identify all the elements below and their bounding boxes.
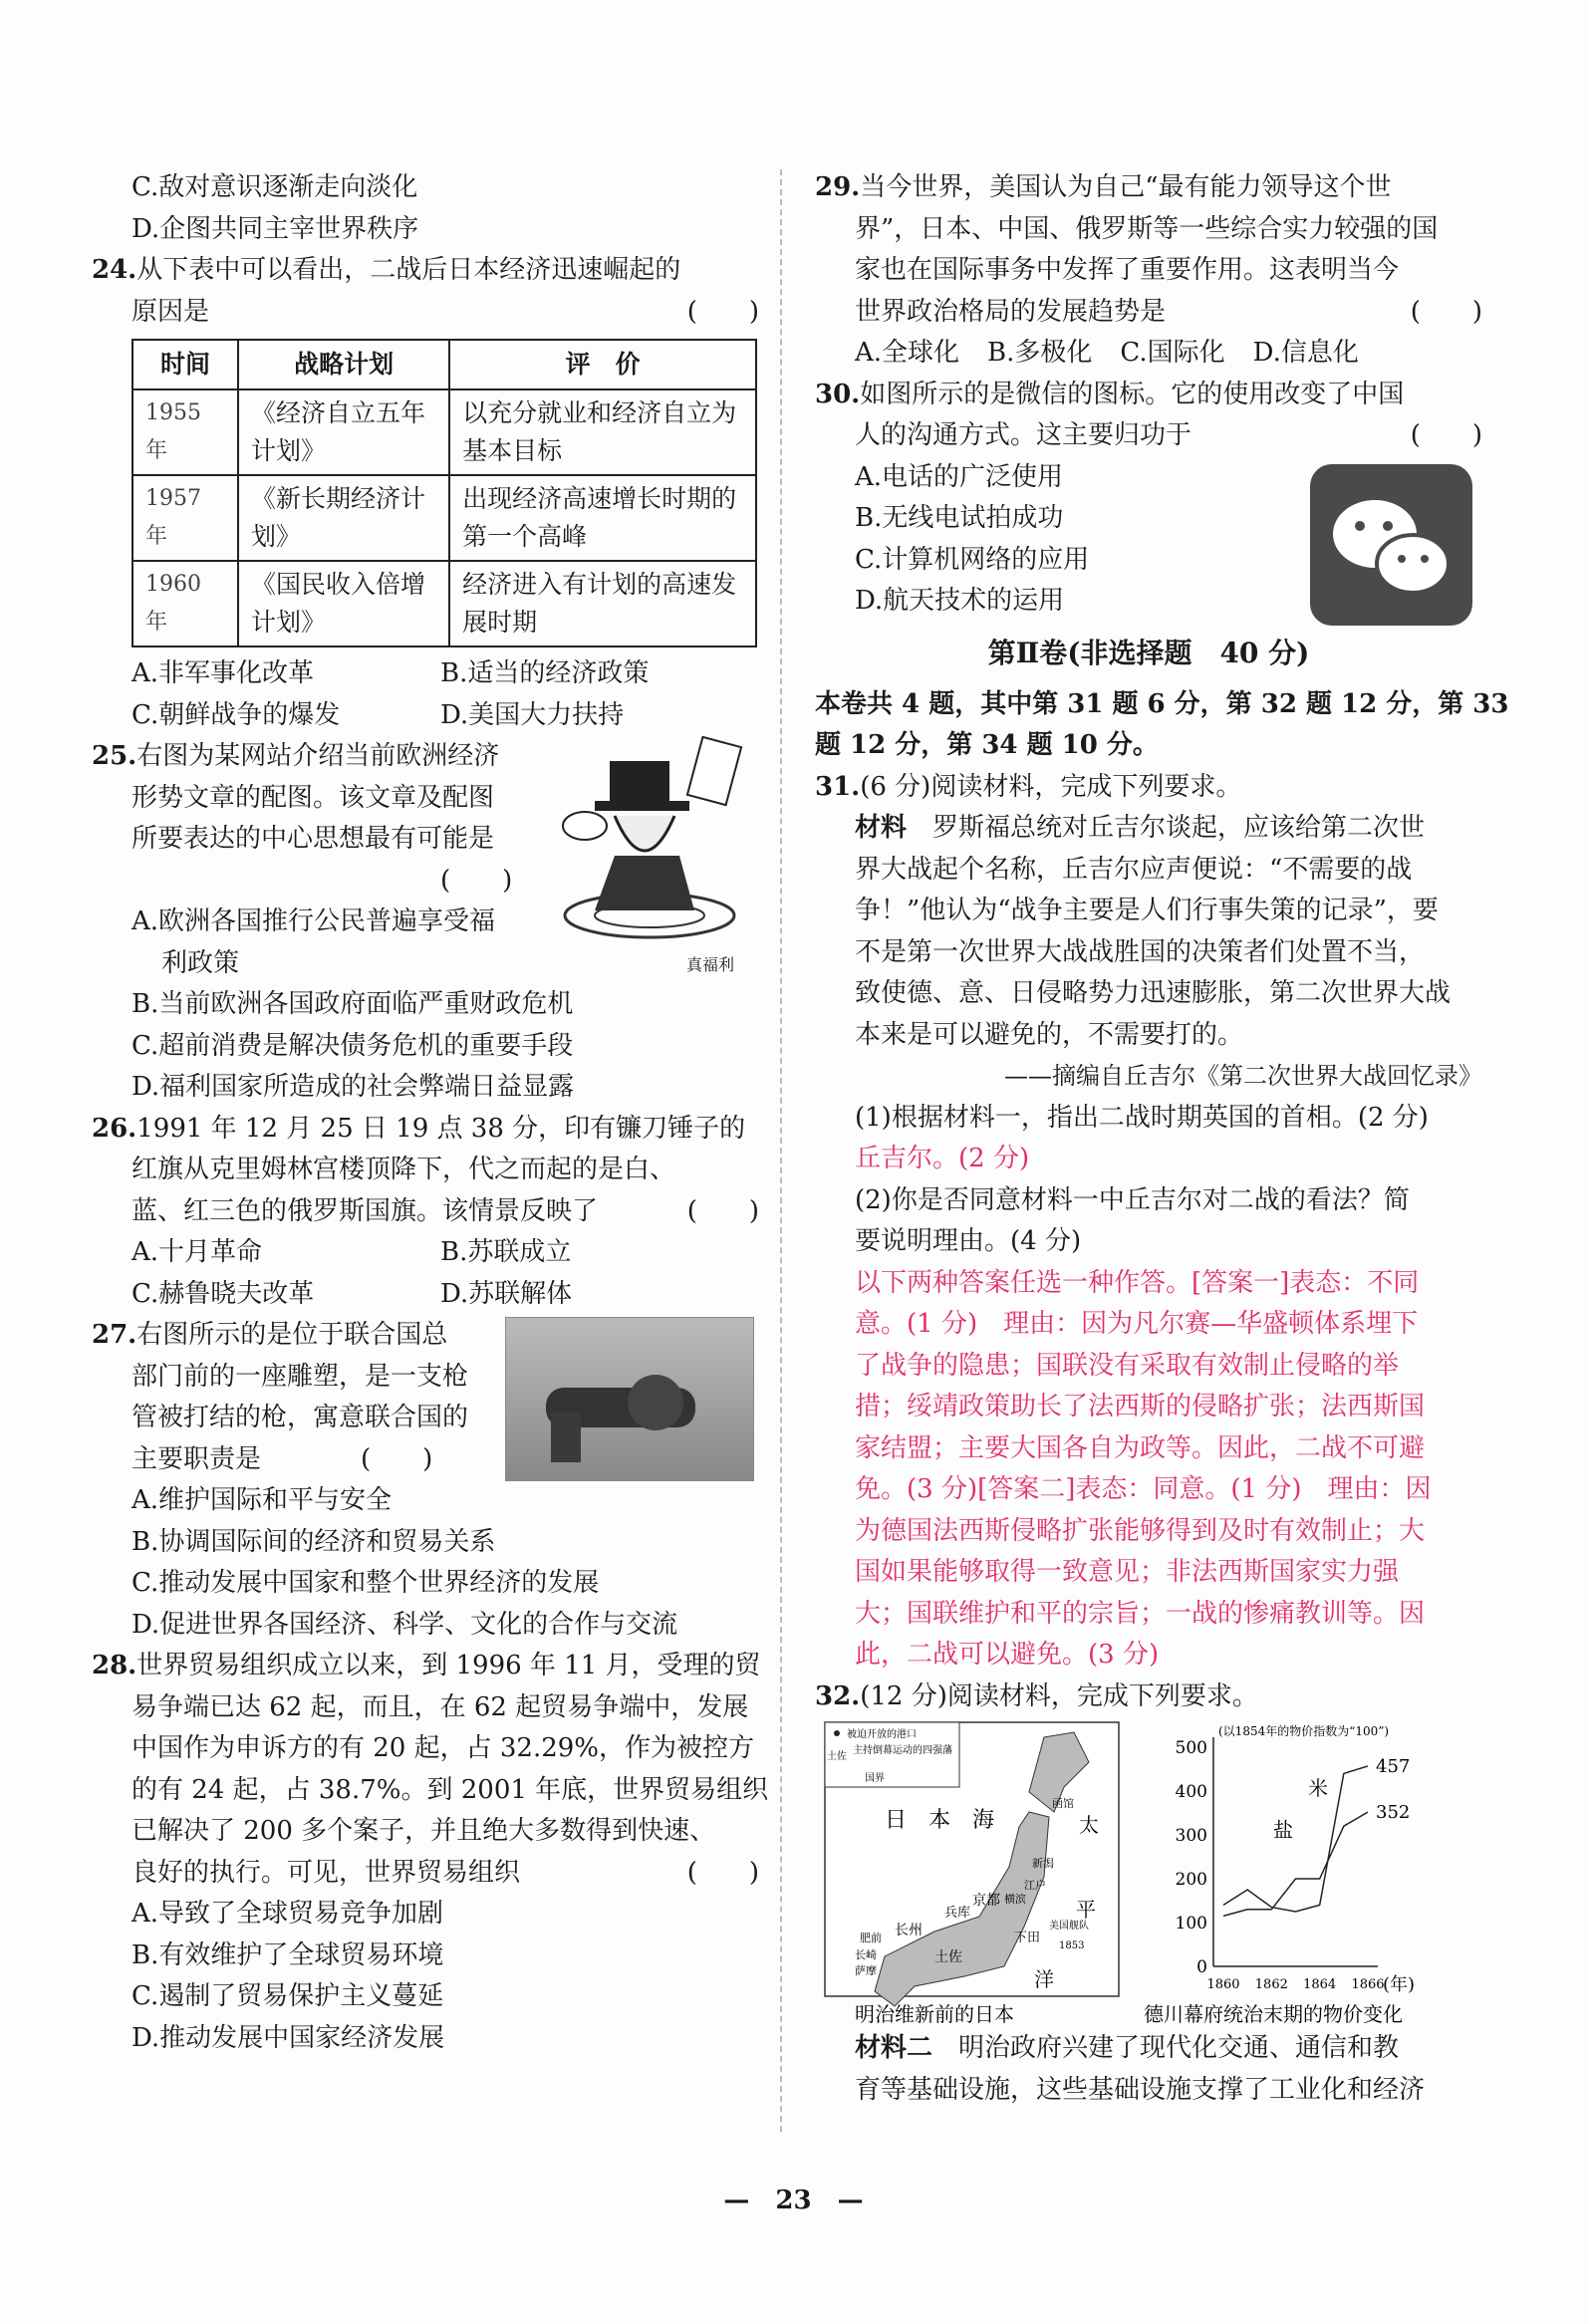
header: 战略计划 (238, 340, 449, 389)
option-b: B.当前欧洲各国政府面临严重财政危机 (132, 989, 574, 1019)
y-tick-label: 400 (1175, 1782, 1207, 1802)
price-chart (1176, 1723, 1416, 1995)
options-cd: C.朝鲜战争的爆发 D.美国大力扶持 (132, 699, 625, 730)
table-row: 1960 年 《国民收入倍增计划》 经济进入有计划的高速发展时期 (132, 561, 756, 646)
section-title: 第Ⅱ卷(非选择题 40 分) (987, 636, 1310, 669)
map-label: 日 本 海 (885, 1808, 995, 1833)
y-tick-label: 100 (1175, 1914, 1207, 1934)
wechat-icon (1310, 464, 1472, 626)
svg-text:太: 太 (1079, 1813, 1099, 1837)
q27: 27.右图所示的是位于联合国总 部门前的一座雕塑，是一支枪 管被打结的枪，寓意联合国的 主要职责是 ( ) A.维护国际和平与安全 B.协调国际间的经济和贸易关系 C.推动发展中国家和整个世界经济的发展 D.促进世界各国经济、科学、文化的合作与交流 (92, 1315, 759, 1646)
svg-text:长州: 长州 (895, 1923, 923, 1938)
svg-text:长崎: 长崎 (855, 1948, 877, 1961)
map-caption: 明治维新前的日本 (855, 2002, 1014, 2026)
q32-figures (815, 1717, 1482, 2028)
svg-text:美国舰队: 美国舰队 (1049, 1921, 1089, 1932)
cartoon-figure (555, 736, 749, 973)
series-label: 盐 (1273, 1818, 1293, 1842)
column-divider (780, 169, 782, 2132)
x-tick-label: 1862 (1254, 1977, 1288, 1992)
svg-text:江户: 江户 (1024, 1879, 1046, 1892)
series-line-米 (1223, 1766, 1368, 1912)
japan-map (825, 1722, 1119, 2006)
svg-text:1853: 1853 (1059, 1940, 1085, 1951)
options-ab: A.非军事化改革 B.适当的经济政策 (132, 658, 650, 688)
x-tick-label: 1866 (1351, 1977, 1385, 1992)
q25: 真福利 25.右图为某网站介绍当前欧洲经济 形势文章的配图。该文章及配图 所要表达的中心思想最有可能是 ( ) A.欧洲各国推行公民普遍享受福 利政策 B.当前欧洲各国政府面临严重财政危机 C.超前消费是解决债务危机的重要手段 D.福利国家所造成的社会弊端日益显露 (92, 736, 759, 1109)
page-number: — 23 — (723, 2186, 864, 2215)
cartoon-caption: 真福利 (685, 955, 734, 974)
svg-text:肥前: 肥前 (860, 1932, 882, 1944)
svg-text:萨摩: 萨摩 (855, 1964, 877, 1977)
svg-text:土佐: 土佐 (934, 1949, 962, 1965)
chart-note: (以1854年的物价指数为“100”) (1218, 1724, 1390, 1738)
y-tick-label: 300 (1175, 1826, 1207, 1846)
option-c: C.敌对意识逐渐走向淡化 (132, 172, 418, 202)
svg-text:新潟: 新潟 (1032, 1857, 1054, 1870)
chart-title: 德川幕府统治末期的物价变化 (1144, 2002, 1403, 2026)
svg-text:兵库: 兵库 (944, 1906, 971, 1921)
header: 时间 (132, 340, 238, 389)
svg-text:横滨: 横滨 (1004, 1893, 1026, 1906)
svg-text:平: 平 (1076, 1898, 1096, 1922)
answer-text: 丘吉尔。(2 分) (855, 1144, 1030, 1173)
data-label: 352 (1376, 1802, 1411, 1824)
right-column: 29.当今世界，美国认为自己“最有能力领导这个世 界”，日本、中国、俄罗斯等一些综合实力较强的国 家也在国际事务中发挥了重要作用。这表明当今 世界政治格局的发展趋势是 ( ) A.全球化 B.多极化 C.国际化 D.信息化 30.如图所示的是微信的图标。它的使用改变了中国 人的沟通方式。这主要归功于 ( ) A.电话的广泛使用 B.无线电试拍成功 C.计算机网络的应用 D.航天技术的运用 第Ⅱ卷(非选择题 40 分) 本卷共 4 题，其中第 31 题 6 分，第 32 题 12 分，第 33 题 12 分，第 34 题 10 分。 31.(6 分)阅读材料，完成下列要求。 材料 罗斯福总统对丘吉尔谈起，应该给第二次世 界大战起个名称，丘吉尔应声便说：“不需要的战 争！”他认为“战争主要是人们行事失策的记录”，要 不是第一次世界大战战胜国的决策者们处置不当， 致使德、意、日侵略势力迅速膨胀，第二次世界大战 本来是可以避免的，不需要打的。 ——摘编自丘吉尔《第二次世界大战回忆录》 (1)根据材料一，指出二战时期英国的首相。(2 分) 丘吉尔。(2 分) (2)你是否同意材料一中丘吉尔对二战的看法？简 要说明理由。(4 分) 以下两种答案任选一种作答。[答案一]表态：不同 意。(1 分) 理由：因为凡尔赛—华盛顿体系埋下 了战争的隐患；国联没有采取有效制止侵略的举 措；绥靖政策助长了法西斯的侵略扩张；法西斯国 家结盟；主要大国各自为政等。因此，二战不可避 免。(3 分)[答案二]表态：同意。(1 分) 理由：因 为德国法西斯侵略扩张能够得到及时有效制止；大 国如果能够取得一致意见；非法西斯国家实力强 大；国联维护和平的宗旨；一战的惨痛教训等。因 此，二战可以避免。(3 分) 32.(12 分)阅读材料，完成下列要求。 日 本 海 太 平 洋 函馆 新潟 江户 京都 横滨 兵库 长州 土佐 下田 肥前 长崎 萨摩 美国舰队 1853 被迫开放的港口 土佐 主持倒幕运动的四强藩 国界 明治维新前的日本 0 100 200 300 400 500 1860 1862 1864 1866 (年) (以1854年的物价指数为“100”) 米 457 盐 352 德川幕府统治末期的物价变化 材料二 明治政府兴建了现代化交通、通信和教 育等基础设施，这些基础设施支撑了工业化和经济 (815, 172, 1509, 2105)
answer-text: 以下两种答案任选一种作答。[答案一]表态：不同 (855, 1267, 1420, 1298)
svg-text:土佐: 土佐 (827, 1751, 847, 1762)
svg-text:下田: 下田 (1014, 1931, 1041, 1945)
table-row: 1955 年 《经济自立五年计划》 以充分就业和经济自立为基本目标 (132, 389, 756, 475)
svg-text:京都: 京都 (972, 1893, 1000, 1909)
option-d: D.福利国家所造成的社会弊端日益显露 (132, 1072, 575, 1102)
y-tick-label: 200 (1175, 1870, 1207, 1890)
y-tick-label: 0 (1196, 1957, 1207, 1977)
option-a: A.欧洲各国推行公民普遍享受福 (132, 906, 496, 936)
svg-text:主持倒幕运动的四强藩: 主持倒幕运动的四强藩 (853, 1745, 952, 1756)
series-label: 米 (1308, 1776, 1328, 1800)
option-c: C.超前消费是解决债务危机的重要手段 (132, 1030, 574, 1061)
left-column: C.敌对意识逐渐走向淡化 D.企图共同主宰世界秩序 24.从下表中可以看出，二战后日本经济迅速崛起的 原因是 ( ) 时间 战略计划 评 价 1955 年 《经济自立五年计划》 以充分就业和经济自立为基本目标 1957 年 《新长期经济计划》 出现经济高速增长时期的第一个高峰 1960 年 《国民收入倍增计划》 经济进入有计划的高速发展时期 A.非军事化改革 B.适当的经济政策 C.朝鲜战争的爆发 D.美国大力扶持 真福利 25.右图为某网站介绍当前欧洲经济 形势文章的配图。该文章及配图 所要表达的中心思想最有可能是 ( ) A.欧洲各国推行公民普遍享受福 利政策 B.当前欧洲各国政府面临严重财政危机 C.超前消费是解决债务危机的重要手段 D.福利国家所造成的社会弊端日益显露 26.1991 年 12 月 25 日 19 点 38 分，印有镰刀锤子的 红旗从克里姆林宫楼顶降下，代之而起的是白、 蓝、红三色的俄罗斯国旗。该情景反映了 ( ) A.十月革命 B.苏联成立 C.赫鲁晓夫改革 D.苏联解体 27.右图所示的是位于联合国总 部门前的一座雕塑，是一支枪 管被打结的枪，寓意联合国的 主要职责是 ( ) A.维护国际和平与安全 B.协调国际间的经济和贸易关系 C.推动发展中国家和整个世界经济的发展 D.促进世界各国经济、科学、文化的合作与交流 28.世界贸易组织成立以来，到 1996 年 11 月，受理的贸 易争端已达 62 起，而且，在 62 起贸易争端中，发展 中国作为申诉方的有 20 起，占 32.29%，作为被控方 的有 24 起，占 38.7%。到 2001 年底，世界贸易组织 已解决了 200 多个案子，并且绝大多数得到快速、 良好的执行。可见，世界贸易组织 ( ) A.导致了全球贸易竞争加剧 B.有效维护了全球贸易环境 C.遏制了贸易保护主义蔓延 D.推动发展中国家经济发展 (92, 167, 759, 2059)
q24-stem: 24.从下表中可以看出，二战后日本经济迅速崛起的 (92, 255, 681, 285)
data-label: 457 (1376, 1755, 1411, 1777)
svg-text:函馆: 函馆 (1052, 1797, 1074, 1810)
x-axis-label: (年) (1383, 1974, 1416, 1995)
header: 评 价 (449, 340, 756, 389)
x-tick-label: 1864 (1303, 1977, 1337, 1992)
series-line-盐 (1223, 1812, 1368, 1916)
table-row: 1957 年 《新长期经济计划》 出现经济高速增长时期的第一个高峰 (132, 475, 756, 561)
svg-text:被迫开放的港口: 被迫开放的港口 (847, 1729, 917, 1740)
map-and-chart (815, 1717, 1482, 2028)
knotted-gun-photo (505, 1317, 754, 1481)
y-tick-label: 500 (1175, 1738, 1207, 1758)
option-d: D.企图共同主宰世界秩序 (132, 213, 419, 244)
strategy-table (132, 339, 757, 647)
svg-text:国界: 国界 (865, 1773, 885, 1784)
svg-text:洋: 洋 (1034, 1967, 1054, 1991)
x-tick-label: 1860 (1206, 1977, 1240, 1992)
q24-stem-2: 原因是 ( ) (132, 296, 759, 327)
